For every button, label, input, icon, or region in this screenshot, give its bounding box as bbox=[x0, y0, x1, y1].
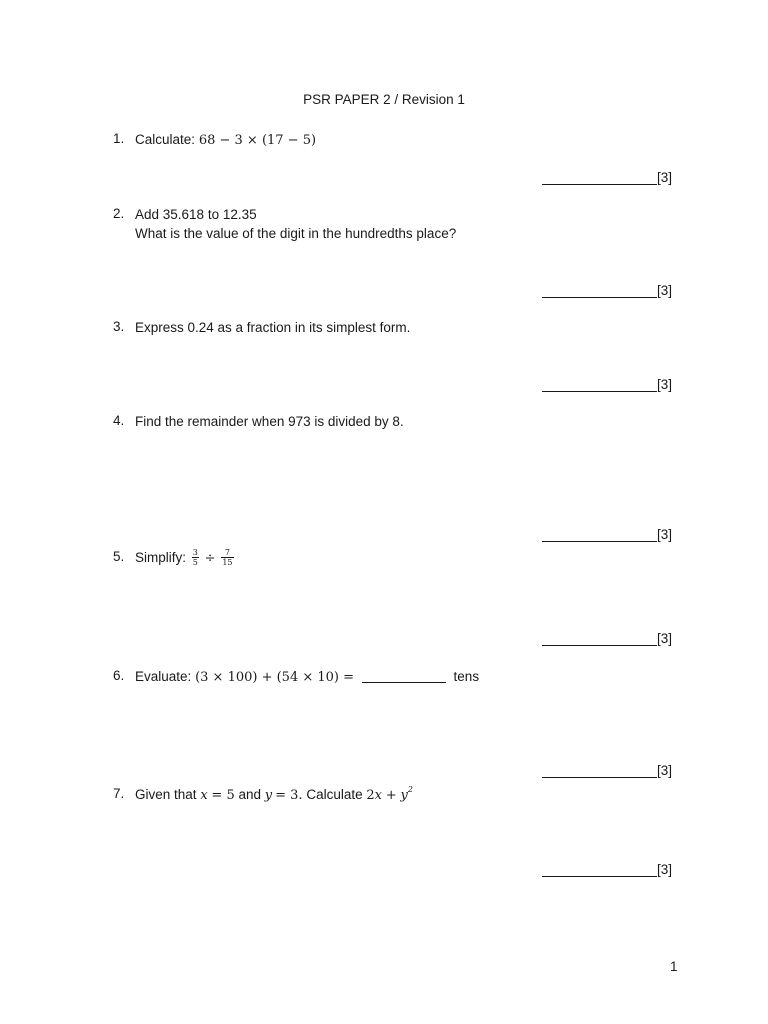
question-number: 1. bbox=[113, 131, 125, 146]
fraction-2 bbox=[221, 548, 233, 567]
mark-4: [3] bbox=[657, 527, 673, 542]
fraction-denominator: 5 bbox=[192, 558, 198, 567]
question-prefix: Given that bbox=[135, 787, 197, 802]
question-number: 5. bbox=[113, 549, 125, 564]
question-suffix: tens bbox=[453, 669, 480, 684]
question-text-line-2: What is the value of the digit in the hundredths place? bbox=[135, 226, 457, 241]
conjunction: and bbox=[238, 787, 262, 802]
question-text-line-1: Add 35.618 to 12.35 bbox=[135, 207, 257, 222]
question-number: 7. bbox=[113, 786, 125, 801]
math-expression: (3 × 100) + (54 × 10) = bbox=[195, 670, 355, 685]
answer-line-6[interactable] bbox=[542, 777, 657, 778]
coefficient: 2 bbox=[366, 788, 375, 803]
instruction-word: Calculate bbox=[306, 787, 363, 802]
question-text: Find the remainder when 973 is divided by 8. bbox=[135, 414, 404, 429]
question-prefix: Calculate: bbox=[135, 132, 196, 147]
fraction-numerator: 3 bbox=[192, 548, 198, 557]
answer-line-2[interactable] bbox=[542, 297, 657, 298]
question-text bbox=[135, 131, 316, 150]
variable-x: x bbox=[374, 788, 383, 803]
mark-3: [3] bbox=[657, 377, 673, 392]
question-number: 2. bbox=[113, 206, 125, 221]
math-expression: 68 − 3 × (17 − 5) bbox=[198, 133, 317, 148]
question-prefix: Evaluate: bbox=[135, 669, 192, 684]
mark-5: [3] bbox=[657, 631, 673, 646]
inline-answer-blank[interactable] bbox=[362, 669, 446, 683]
exponent: 2 bbox=[407, 785, 413, 794]
page-title: PSR PAPER 2 / Revision 1 bbox=[303, 92, 465, 107]
fraction-1 bbox=[192, 548, 199, 567]
question-text bbox=[135, 549, 236, 568]
question-text bbox=[135, 786, 413, 806]
variable-x: x bbox=[200, 788, 208, 803]
answer-line-7[interactable] bbox=[542, 876, 657, 877]
question-text bbox=[135, 668, 479, 687]
equation-part: = 5 bbox=[211, 788, 235, 803]
variable-y: y bbox=[400, 788, 408, 803]
plus-operator: + bbox=[385, 788, 397, 803]
mark-6: [3] bbox=[657, 763, 673, 778]
answer-line-3[interactable] bbox=[542, 391, 657, 392]
divide-operator: ÷ bbox=[204, 551, 216, 567]
answer-line-4[interactable] bbox=[542, 541, 657, 542]
answer-line-5[interactable] bbox=[542, 645, 657, 646]
question-number: 4. bbox=[113, 413, 125, 428]
mark-2: [3] bbox=[657, 283, 673, 298]
question-text: Express 0.24 as a fraction in its simplest form. bbox=[135, 320, 411, 335]
page-number: 1 bbox=[670, 959, 678, 974]
variable-y: y bbox=[264, 788, 273, 803]
fraction-numerator: 7 bbox=[221, 548, 233, 558]
answer-line-1[interactable] bbox=[542, 184, 657, 185]
question-number: 6. bbox=[113, 668, 125, 683]
equation-part: = 3. bbox=[275, 788, 303, 803]
question-number: 3. bbox=[113, 319, 125, 334]
mark-7: [3] bbox=[657, 862, 673, 877]
fraction-denominator: 15 bbox=[222, 558, 233, 567]
mark-1: [3] bbox=[657, 170, 673, 185]
question-prefix: Simplify: bbox=[135, 550, 187, 566]
